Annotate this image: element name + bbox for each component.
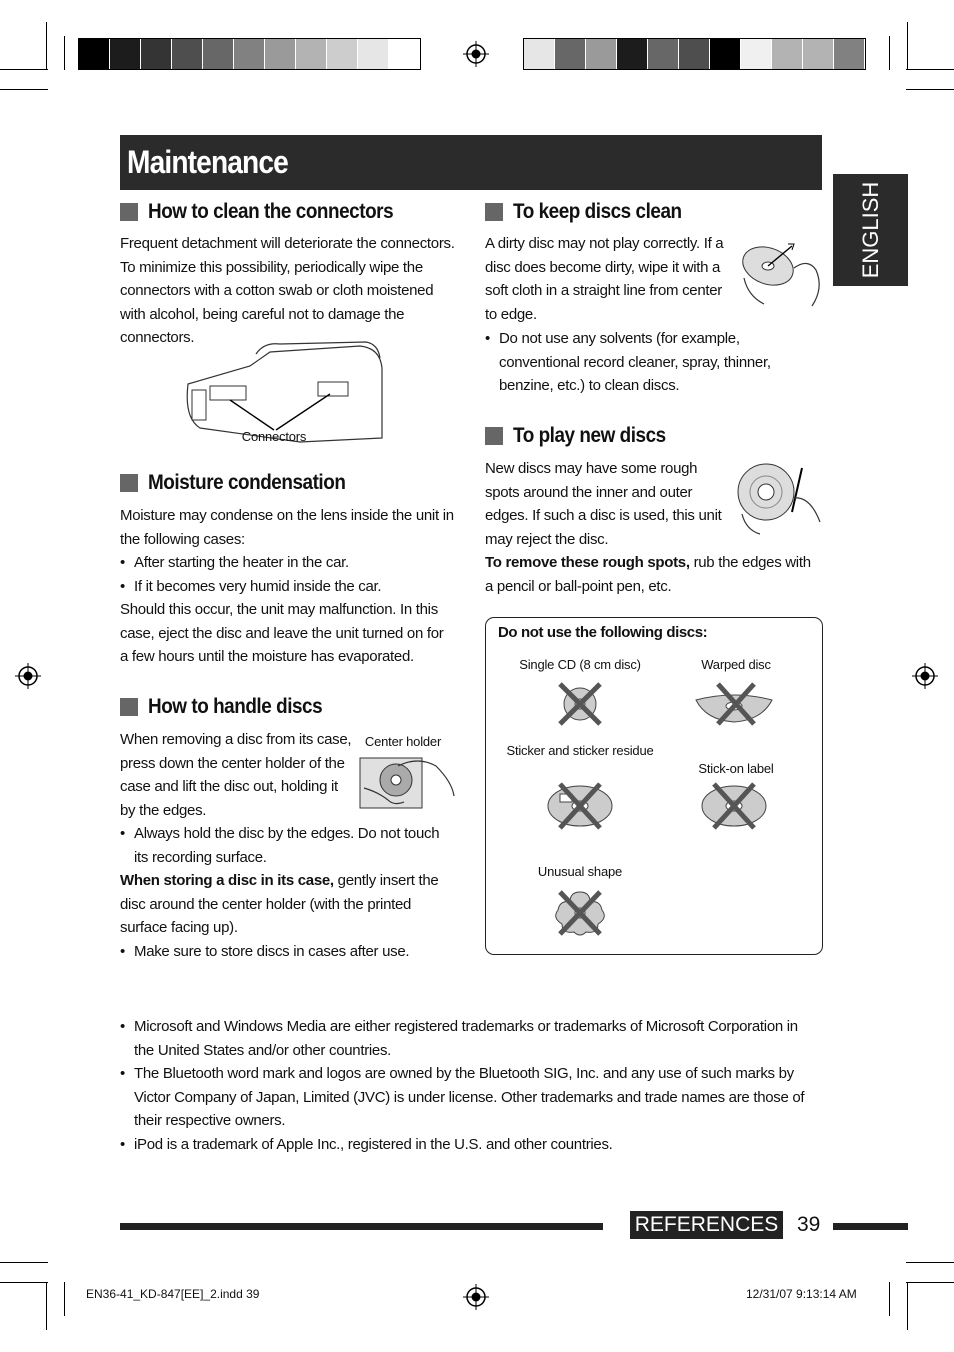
page-number: 39 bbox=[797, 1213, 821, 1236]
color-swatch bbox=[803, 39, 834, 69]
heading-square-icon bbox=[120, 203, 138, 221]
heading-square-icon bbox=[120, 698, 138, 716]
disc-type-label: Single CD (8 cm disc) bbox=[519, 657, 641, 672]
color-swatch bbox=[234, 39, 265, 69]
new-discs-remove: To remove these rough spots, rub the edges with a pencil or ball-point pen, etc. bbox=[485, 554, 811, 595]
color-swatch bbox=[648, 39, 679, 69]
color-swatch bbox=[586, 39, 617, 69]
section-heading-clean-connectors: How to clean the connectors bbox=[120, 200, 420, 224]
moisture-text: Moisture may condense on the lens inside the unit in the following cases: • After starting the heater in the car. • If it becomes very humid inside the car. Should this occur, the unit may malfunction. In this case, eject the disc and leave the unit turned on for a few hours until the moisture has evaporated. bbox=[120, 504, 455, 669]
page-title-bar bbox=[120, 135, 822, 190]
color-swatch bbox=[834, 39, 865, 69]
handle-discs-text: When removing a disc from its case, press down the center holder of the case and lift the disc out, holding it by the edges. bbox=[120, 731, 352, 819]
disc-type-label: Unusual shape bbox=[537, 864, 623, 879]
registration-mark-icon bbox=[912, 663, 938, 689]
color-swatch-strip-left bbox=[78, 38, 421, 70]
color-swatch bbox=[555, 39, 586, 69]
registration-mark-icon bbox=[463, 1284, 489, 1310]
color-swatch bbox=[389, 39, 420, 69]
registration-mark-icon bbox=[15, 663, 41, 689]
page-title: Maintenance bbox=[127, 144, 288, 180]
disc-type-label: Warped disc bbox=[701, 657, 771, 672]
disc-case-illustration bbox=[358, 752, 456, 812]
unusual-shape-disc-crossed-icon bbox=[550, 888, 610, 938]
footer-rule bbox=[120, 1223, 603, 1230]
color-swatch bbox=[203, 39, 234, 69]
language-tab bbox=[833, 174, 908, 286]
color-swatch bbox=[772, 39, 803, 69]
clean-connectors-text: Frequent detachment will deteriorate the connectors. To minimize this possibility, periodically wipe the connectors with a cotton swab or cloth moistened with alcohol, being careful not to damage the connectors. bbox=[120, 235, 455, 346]
file-slug: EN36-41_KD-847[EE]_2.indd 39 bbox=[86, 1287, 260, 1301]
do-not-use-discs-box bbox=[485, 617, 823, 955]
color-swatch bbox=[327, 39, 358, 69]
section-heading-moisture: Moisture condensation bbox=[120, 471, 367, 495]
small-cd-crossed-icon bbox=[554, 680, 606, 728]
color-swatch bbox=[296, 39, 327, 69]
footer-rule bbox=[833, 1223, 908, 1230]
color-swatch bbox=[617, 39, 648, 69]
color-swatch bbox=[141, 39, 172, 69]
disc-type-label: Stick-on label bbox=[698, 761, 774, 776]
new-discs-text: New discs may have some rough spots around the inner and outer edges. If such a disc is used, this unit may reject the disc. bbox=[485, 460, 722, 548]
do-not-use-title: Do not use the following discs: bbox=[498, 624, 708, 641]
disc-type-label: Sticker and sticker residue bbox=[506, 743, 654, 758]
heading-square-icon bbox=[485, 203, 503, 221]
heading-square-icon bbox=[120, 474, 138, 492]
new-disc-pen-illustration bbox=[734, 462, 824, 538]
color-swatch bbox=[110, 39, 141, 69]
handle-discs-more: • Always hold the disc by the edges. Do not touch its recording surface. When storing a disc in its case, gently insert the disc around the center holder (with the printed surface facing up). • Make sure to store discs in cases after use. bbox=[120, 822, 455, 963]
trademark-notes: • Microsoft and Windows Media are either registered trademarks or trademarks of Microsoft Corporation in the United States and/or other countries. • The Bluetooth word mark and logos are owned by the Bluetooth SIG, Inc. and any use of such marks by Victor Company of Japan, Limited (JVC) is under license. Other trademarks and trade names are those of their respective owners. • iPod is a trademark of Apple Inc., registered in the U.S. and other countries. bbox=[120, 1015, 820, 1156]
warped-disc-crossed-icon bbox=[692, 680, 776, 728]
color-swatch bbox=[358, 39, 389, 69]
heading-square-icon bbox=[485, 427, 503, 445]
color-swatch bbox=[741, 39, 772, 69]
stick-on-label-disc-crossed-icon bbox=[700, 782, 768, 830]
section-heading-handle-discs: How to handle discs bbox=[120, 695, 342, 719]
color-swatch bbox=[679, 39, 710, 69]
color-swatch-strip-right bbox=[523, 38, 866, 70]
section-heading-new-discs: To play new discs bbox=[485, 424, 683, 448]
keep-clean-bullet: • Do not use any solvents (for example, conventional record cleaner, spray, thinner, benzine, etc.) to clean discs. bbox=[485, 327, 820, 398]
center-holder-label: Center holder bbox=[364, 734, 442, 749]
color-swatch bbox=[524, 39, 555, 69]
registration-mark-icon bbox=[463, 41, 489, 67]
color-swatch bbox=[710, 39, 741, 69]
sticker-disc-crossed-icon bbox=[546, 782, 614, 830]
wiping-disc-illustration bbox=[738, 238, 826, 312]
footer-section-label: REFERENCES bbox=[630, 1211, 783, 1239]
keep-clean-text: A dirty disc may not play correctly. If a disc does become dirty, wipe it with a soft cloth in a straight line from center to edge. bbox=[485, 235, 724, 323]
color-swatch bbox=[265, 39, 296, 69]
color-swatch bbox=[172, 39, 203, 69]
language-tab-label: ENGLISH bbox=[857, 181, 883, 279]
color-swatch bbox=[79, 39, 110, 69]
connectors-label: Connectors bbox=[241, 429, 307, 444]
print-timestamp: 12/31/07 9:13:14 AM bbox=[746, 1287, 857, 1301]
section-heading-keep-clean: To keep discs clean bbox=[485, 200, 700, 224]
